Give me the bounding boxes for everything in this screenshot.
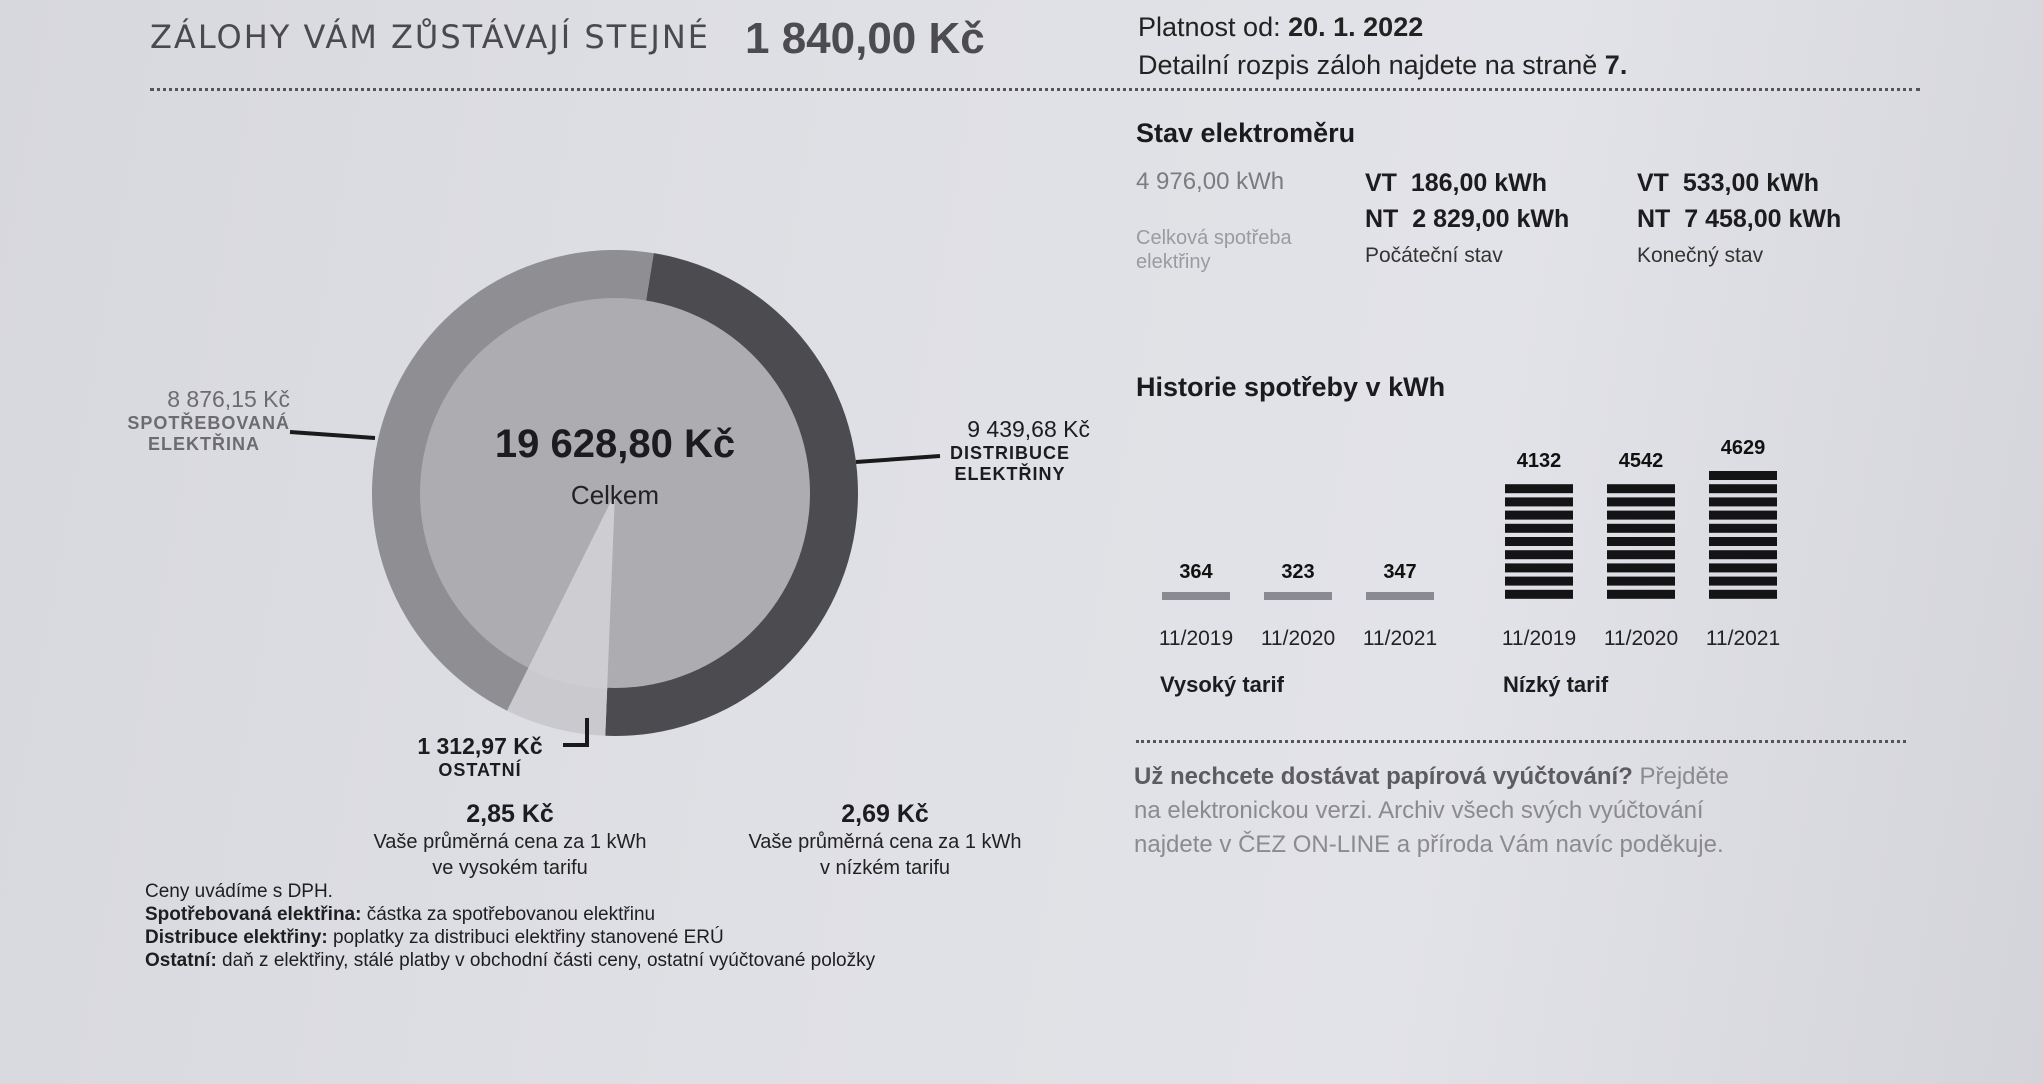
bar-low-1-stripe xyxy=(1607,563,1675,572)
meter-start-vt: VT 186,00 kWh xyxy=(1365,169,1548,197)
bar-low-1-stripe xyxy=(1607,524,1675,533)
spotrebovana-amount: 8 876,15 Kč xyxy=(167,386,290,412)
bar-low-1-stripe xyxy=(1607,537,1675,546)
distribuce-amount: 9 439,68 Kč xyxy=(967,416,1090,442)
spotrebovana-name-2: ELEKTŘINA xyxy=(148,434,260,454)
bar-category-label: 11/2019 xyxy=(1158,627,1234,650)
bar-low-1-stripe xyxy=(1607,550,1675,559)
ostatni-name: OSTATNÍ xyxy=(438,760,522,780)
meter-end-vt: VT 533,00 kWh xyxy=(1637,169,1820,197)
bar-category-label: 11/2020 xyxy=(1603,627,1679,650)
bar-value-label: 364 xyxy=(1179,561,1213,583)
bar-low-0-stripe xyxy=(1505,484,1573,493)
bar-low-0-stripe xyxy=(1505,524,1573,533)
history-title: Historie spotřeby v kWh xyxy=(1136,372,1446,402)
meter-end-nt: NT 7 458,00 kWh xyxy=(1637,205,1842,233)
meter-end xyxy=(1637,165,1841,237)
bar-high-1 xyxy=(1264,592,1332,600)
notes-line-distribuce: Distribuce elektřiny: poplatky za distribuci elektřiny stanovené ERÚ xyxy=(145,927,724,948)
bar-value-label: 347 xyxy=(1383,561,1417,583)
bar-value-label: 4542 xyxy=(1618,450,1664,473)
spotrebovana-name-1: SPOTŘEBOVANÁ xyxy=(127,413,290,433)
bar-value-label: 4132 xyxy=(1516,450,1562,473)
bar-low-0-stripe xyxy=(1505,550,1573,559)
notes-line-ostatni: Ostatní: daň z elektřiny, stálé platby v obchodní části ceny, ostatní vyúčtované položky xyxy=(145,950,876,971)
bar-low-2-stripe xyxy=(1709,497,1777,506)
detail-page: 7. xyxy=(1604,50,1628,80)
distribuce-name-2: ELEKTŘINY xyxy=(954,464,1066,484)
bar-low-2-stripe xyxy=(1709,577,1777,586)
bar-low-1-stripe xyxy=(1607,577,1675,586)
bar-value-label: 4629 xyxy=(1720,437,1766,459)
average-high-amount: 2,85 Kč xyxy=(466,800,554,828)
deposit-amount: 1 840,00 Kč xyxy=(745,14,985,63)
bar-low-1-stripe xyxy=(1607,497,1675,506)
detail-text: Detailní rozpis záloh najdete na straně xyxy=(1138,50,1598,80)
label-ostatni xyxy=(400,733,560,781)
average-high-line1: Vaše průměrná cena za 1 kWh xyxy=(373,831,647,853)
meter-total-caption: Celková spotřeba elektřiny xyxy=(1136,227,1292,273)
average-low-amount: 2,69 Kč xyxy=(841,800,929,828)
donut-total-amount: 19 628,80 Kč xyxy=(494,422,736,466)
high-tariff-label: Vysoký tarif xyxy=(1160,672,1284,697)
meter-start-label: Počáteční stav xyxy=(1365,244,1503,267)
bar-value-label: 323 xyxy=(1281,561,1315,583)
meter-start xyxy=(1365,165,1569,237)
average-high xyxy=(340,800,680,881)
bar-low-0-stripe xyxy=(1505,563,1573,572)
bar-category-label: 11/2019 xyxy=(1501,627,1577,650)
history-chart xyxy=(1100,400,1820,650)
bar-low-2-stripe xyxy=(1709,537,1777,546)
bar-low-0-stripe xyxy=(1505,511,1573,520)
low-tariff-label: Nízký tarif xyxy=(1503,672,1609,697)
meter-title: Stav elektroměru xyxy=(1136,118,1356,148)
donut-total-label: Celkem xyxy=(570,480,660,510)
meter-total-value: 4 976,00 kWh xyxy=(1136,168,1285,195)
average-low xyxy=(715,800,1055,881)
promo-text: Už nechcete dostávat papírová vyúčtování? Přejděte na elektronickou verzi. Archiv všech svých vyúčtování najdete v ČEZ ON-LINE a příroda Vám navíc poděkuje. xyxy=(1134,763,1729,858)
ostatni-amount: 1 312,97 Kč xyxy=(417,733,543,759)
bar-low-2-stripe xyxy=(1709,563,1777,572)
bar-low-2-stripe xyxy=(1709,471,1777,480)
bar-low-0-stripe xyxy=(1505,537,1573,546)
label-distribuce xyxy=(930,416,1090,485)
bar-low-1-stripe xyxy=(1607,511,1675,520)
price-notes xyxy=(145,880,875,972)
bar-low-2-stripe xyxy=(1709,550,1777,559)
notes-line-spotrebovana: Spotřebovaná elektřina: částka za spotřebovanou elektřinu xyxy=(145,904,656,925)
distribuce-name-1: DISTRIBUCE xyxy=(949,443,1070,463)
meter-end-label: Konečný stav xyxy=(1637,244,1764,267)
average-low-line1: Vaše průměrná cena za 1 kWh xyxy=(748,831,1022,853)
bar-high-0 xyxy=(1162,592,1230,600)
bar-high-2 xyxy=(1366,592,1434,600)
bar-low-2-stripe xyxy=(1709,511,1777,520)
bar-low-2-stripe xyxy=(1709,590,1777,599)
bar-low-1-stripe xyxy=(1607,484,1675,493)
valid-from-label: Platnost od: xyxy=(1138,12,1281,42)
bar-low-0-stripe xyxy=(1505,497,1573,506)
bar-category-label: 11/2021 xyxy=(1362,627,1438,650)
meter-start-nt: NT 2 829,00 kWh xyxy=(1365,205,1570,233)
average-low-line2: v nízkém tarifu xyxy=(819,857,951,879)
bar-low-2-stripe xyxy=(1709,484,1777,493)
valid-from-date: 20. 1. 2022 xyxy=(1288,12,1424,42)
bar-category-label: 11/2021 xyxy=(1705,627,1781,650)
leader-spotrebovana xyxy=(290,432,375,438)
leader-distribuce xyxy=(856,456,940,462)
promo-bold: Už nechcete dostávat papírová vyúčtování? xyxy=(1134,763,1633,790)
bar-low-1-stripe xyxy=(1607,590,1675,599)
bar-low-0-stripe xyxy=(1505,577,1573,586)
promo-divider xyxy=(1136,740,1906,743)
bar-low-2-stripe xyxy=(1709,524,1777,533)
bar-low-0-stripe xyxy=(1505,590,1573,599)
bar-category-label: 11/2020 xyxy=(1260,627,1336,650)
validity-block xyxy=(1138,8,1627,84)
deposit-label: ZÁLOHY VÁM ZŮSTÁVAJÍ STEJNÉ xyxy=(150,18,710,56)
notes-line-vat: Ceny uvádíme s DPH. xyxy=(145,881,333,902)
average-high-line2: ve vysokém tarifu xyxy=(432,857,588,879)
label-spotrebovana xyxy=(100,386,290,455)
